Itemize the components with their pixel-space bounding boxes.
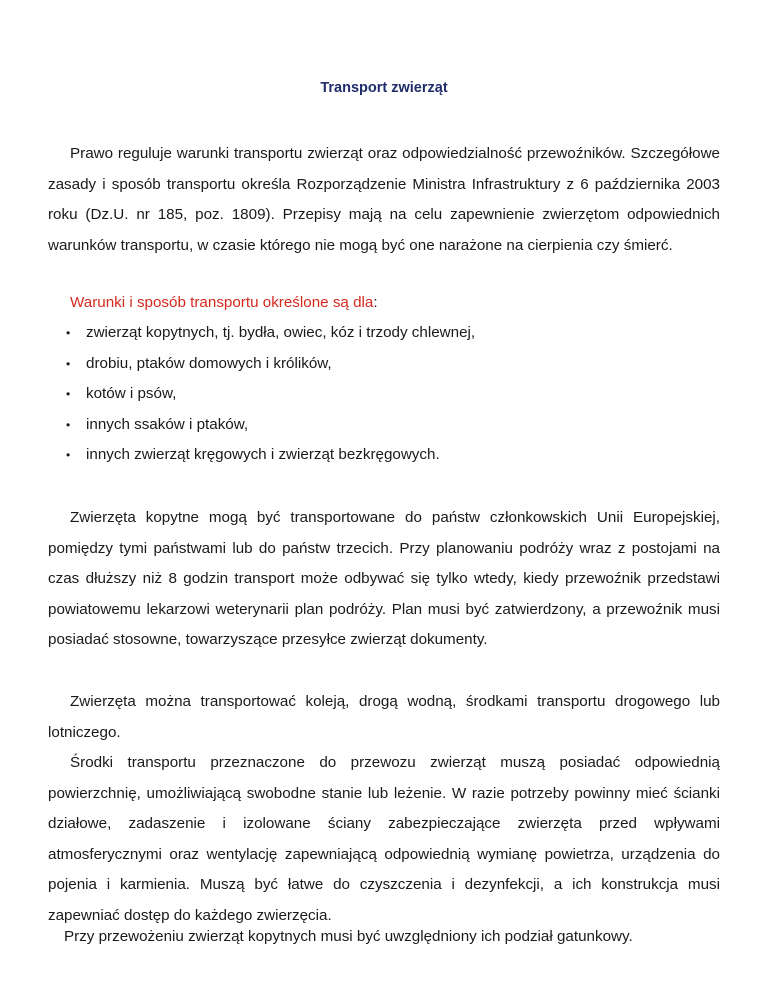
- paragraph-species-separation: Przy przewożeniu zwierząt kopytnych musi być uwzględniony ich podział gatunkowy.: [64, 928, 633, 945]
- list-item: [62, 444, 475, 475]
- list-item-text: drobiu, ptaków domowych i królików,: [86, 354, 332, 372]
- bullet-icon: •: [66, 417, 71, 432]
- paragraph-hoofed-animals: Zwierzęta kopytne mogą być transportowane do państw członkowskich Unii Europejskiej, pomiędzy tymi państwami lub do państw trzecich. Przy planowaniu podróży wraz z postojami na czas dłuższy niż 8 godzin transport może odbywać się tylko wtedy, kiedy przewoźnik przedstawi powiatowemu lekarzowi weterynarii plan podróży. Plan musi być zatwierdzony, a przewoźnik musi posiadać stosowne, towarzyszące przesyłce zwierząt dokumenty.: [48, 509, 720, 648]
- bullet-icon: •: [66, 356, 71, 371]
- bullet-icon: •: [66, 387, 71, 401]
- list-item: [62, 353, 475, 384]
- page-title: Transport zwierząt: [320, 80, 448, 96]
- list-item-text: kotów i psów,: [86, 385, 177, 402]
- list-lead: [70, 292, 378, 314]
- animal-category-list: [62, 322, 475, 475]
- list-item-text: innych zwierząt kręgowych i zwierząt bezkręgowych.: [86, 446, 440, 463]
- list-item: [62, 414, 475, 445]
- paragraph-transport-modes: Zwierzęta można transportować koleją, drogą wodną, środkami transportu drogowego lub lotniczego.: [48, 693, 720, 741]
- list-lead-text: Warunki i sposób transportu określone są dla: [70, 294, 374, 311]
- paragraph-vehicle-requirements: Środki transportu przeznaczone do przewozu zwierząt muszą posiadać odpowiednią powierzchnię, umożliwiającą swobodne stanie lub leżenie. W razie potrzeby powinny mieć ścianki działowe, zadaszenie i izolowane ściany zabezpieczające zwierzęta przed wpływami atmosferycznymi oraz wentylację zapewniającą odpowiednią wymianę powietrza, urządzenia do pojenia i karmienia. Muszą być łatwe do czyszczenia i dezynfekcji, a ich konstrukcja musi zapewniać dostęp do każdego zwierzęcia.: [48, 754, 720, 924]
- list-item-text: innych ssaków i ptaków,: [86, 415, 249, 433]
- bullet-icon: •: [66, 448, 71, 462]
- paragraph-intro: Prawo reguluje warunki transportu zwierząt oraz odpowiedzialność przewoźników. Szczegółowe zasady i sposób transportu określa Rozporządzenie Ministra Infrastruktury z 6 października 2003 roku (Dz.U. nr 185, poz. 1809). Przepisy mają na celu zapewnienie zwierzętom odpowiednich warunków transportu, w czasie którego nie mogą być one narażone na cierpienia czy śmierć.: [48, 145, 720, 254]
- bullet-icon: •: [66, 326, 71, 340]
- list-lead-colon: :: [373, 294, 378, 311]
- list-item: [62, 322, 475, 353]
- list-item-text: zwierząt kopytnych, tj. bydła, owiec, kóz i trzody chlewnej,: [86, 324, 476, 341]
- list-item: [62, 383, 475, 414]
